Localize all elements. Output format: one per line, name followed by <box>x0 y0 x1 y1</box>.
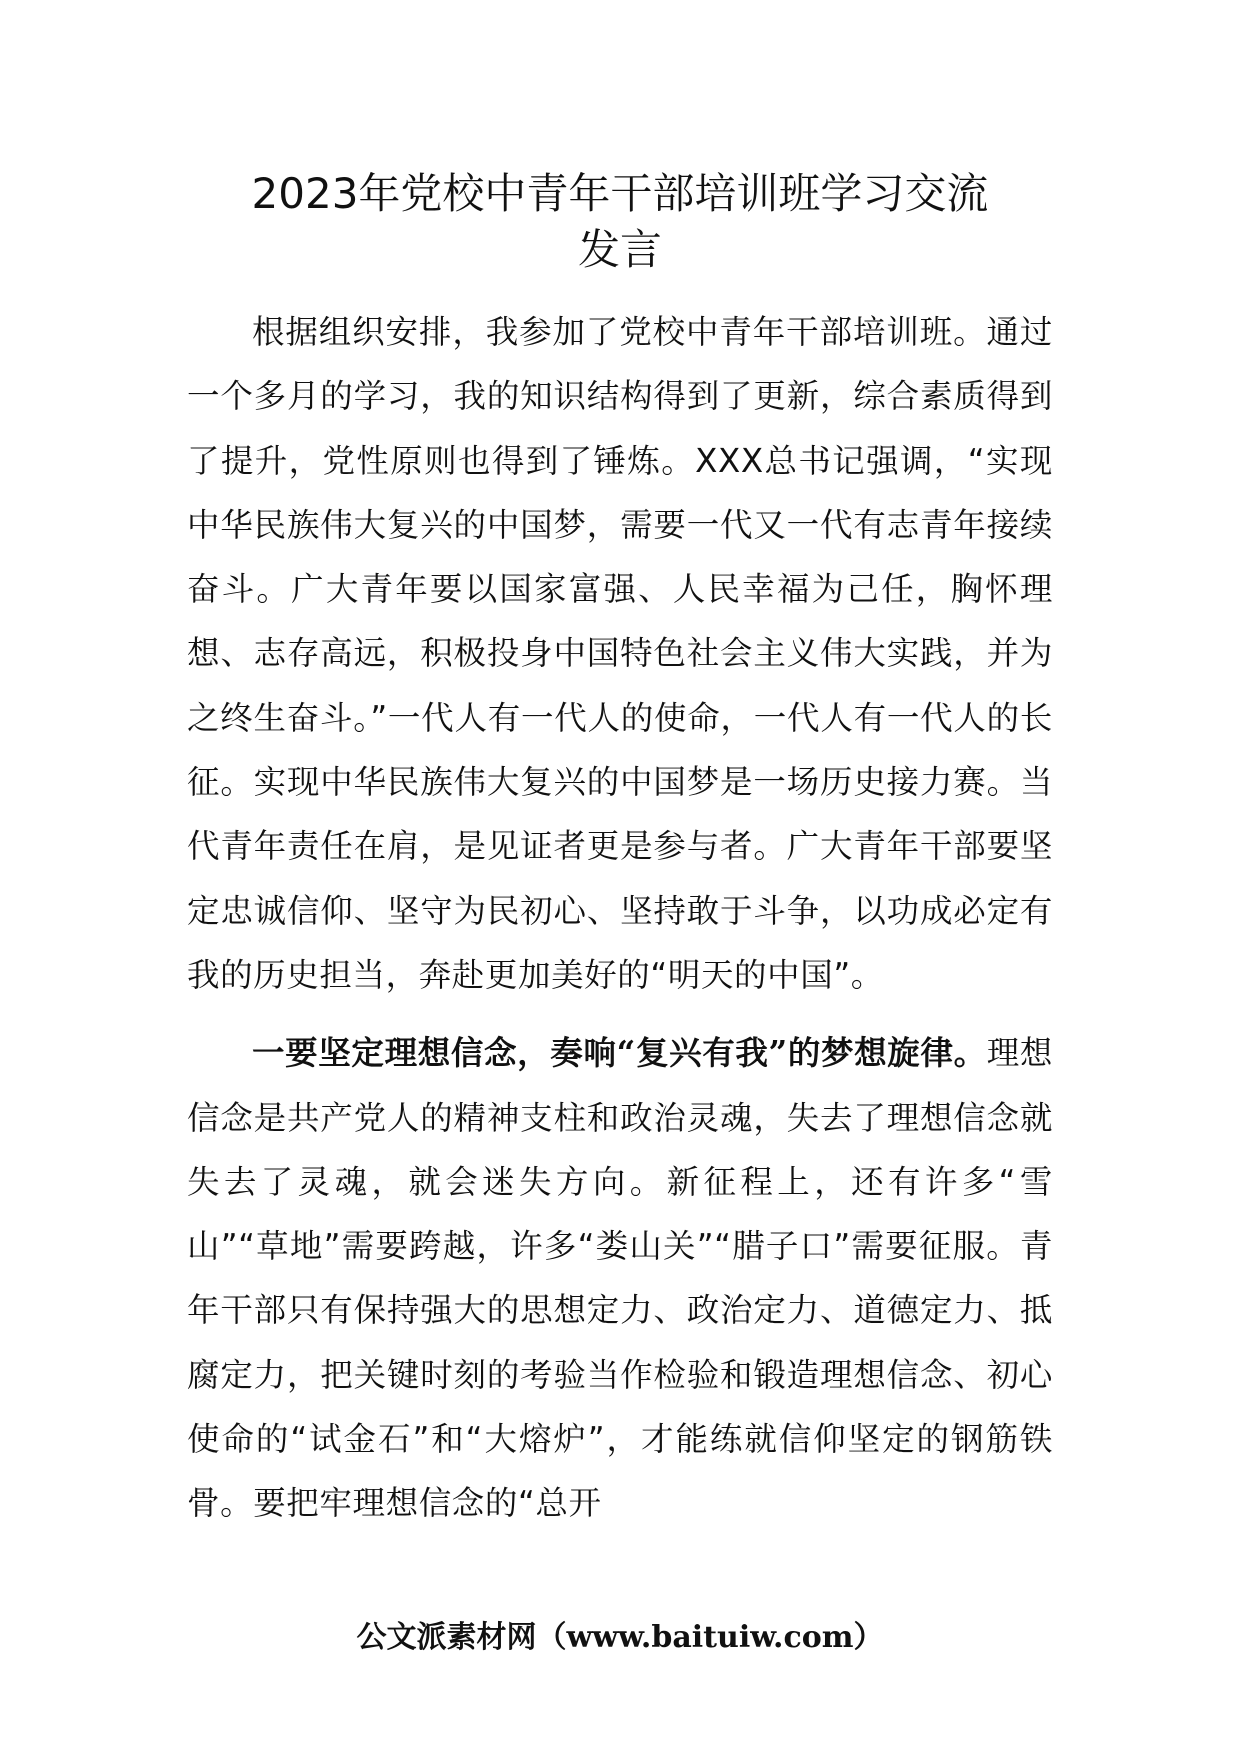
document-title <box>150 166 1090 278</box>
paragraph-intro <box>187 300 1053 1007</box>
title-line-1: 2023年党校中青年干部培训班学习交流 <box>251 169 989 218</box>
paragraph-text: 理想信念是共产党人的精神支柱和政治灵魂，失去了理想信念就失去了灵魂，就会迷失方向。新征程上，还有许多“雪山”“草地”需要跨越，许多“娄山关”“腊子口”需要征服。青年干部只有保持强大的思想定力、政治定力、道德定力、抵腐定力，把关键时刻的考验当作检验和锻造理想信念、初心使命的“试金石”和“大熔炉”，才能练就信仰坚定的钢筋铁骨。要把牢理想信念的“总开 <box>187 1034 1053 1523</box>
title-line-2: 发言 <box>577 225 662 274</box>
paragraph-heading: 一要坚定理想信念，奏响“复兴有我”的梦想旋律。 <box>252 1033 987 1073</box>
paragraph-text: 根据组织安排，我参加了党校中青年干部培训班。通过一个多月的学习，我的知识结构得到了更新，综合素质得到了提升，党性原则也得到了锤炼。XXX总书记强调，“实现中华民族伟大复兴的中国梦，需要一代又一代有志青年接续奋斗。广大青年要以国家富强、人民幸福为己任，胸怀理想、志存高远，积极投身中国特色社会主义伟大实践，并为之终生奋斗。”一代人有一代人的使命，一代人有一代人的长征。实现中华民族伟大复兴的中国梦是一场历史接力赛。当代青年责任在肩，是见证者更是参与者。广大青年干部要坚定忠诚信仰、坚守为民初心、坚持敢于斗争，以功成必定有我的历史担当，奔赴更加美好的“明天的中国”。 <box>187 313 1053 994</box>
paragraph-point-one <box>187 1021 1053 1535</box>
document-body <box>187 300 1053 1536</box>
footer-watermark: 公文派素材网（www.baituiw.com） <box>356 1620 884 1655</box>
